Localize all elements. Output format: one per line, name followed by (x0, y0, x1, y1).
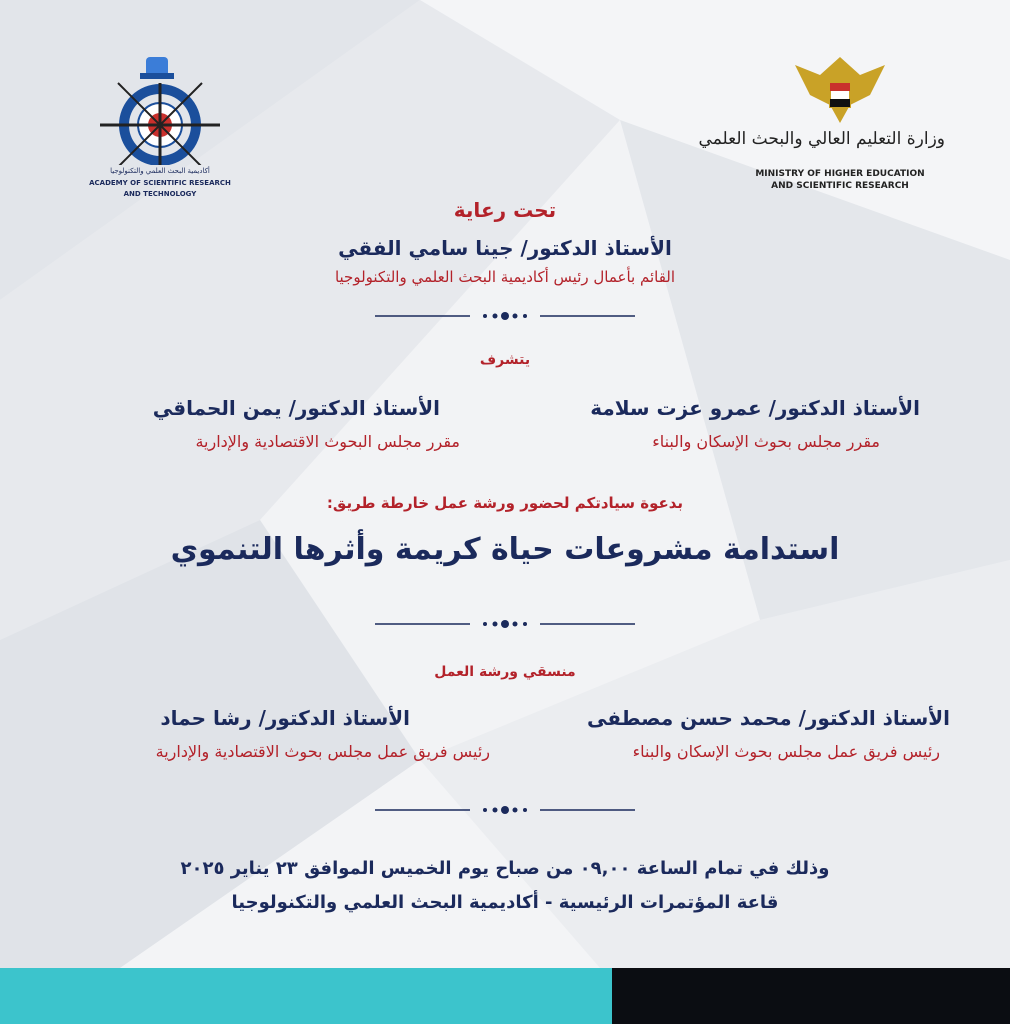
footer-bar-dark (612, 968, 1010, 1024)
invitation-intro: بدعوة سيادتكم لحضور ورشة عمل خارطة طريق: (326, 494, 684, 512)
honored-right-name: الأستاذ الدكتور/ عمرو عزت سلامة (590, 396, 920, 420)
honored-left-name: الأستاذ الدكتور/ يمن الحماقي (152, 396, 440, 420)
honored-right-title: مقرر مجلس بحوث الإسكان والبناء (652, 432, 880, 451)
coordinator-right-name: الأستاذ الدكتور/ محمد حسن مصطفى (587, 706, 950, 730)
event-datetime: وذلك في تمام الساعة ٠٩,٠٠ من صباح يوم الخميس الموافق ٢٣ يناير ٢٠٢٥ (180, 858, 830, 879)
coordinator-left-title: رئيس فريق عمل مجلس بحوث الاقتصادية والإدارية (155, 742, 490, 761)
academy-emblem-icon (80, 55, 240, 165)
ministry-name-en-1: MINISTRY OF HIGHER EDUCATION (755, 169, 925, 179)
ornament-divider (375, 310, 635, 322)
event-venue: قاعة المؤتمرات الرئيسية - أكاديمية البحث العلمي والتكنولوجيا (231, 892, 779, 913)
patronage-heading: تحت رعاية (453, 198, 557, 222)
academy-name-en-1: ACADEMY OF SCIENTIFIC RESEARCH (89, 179, 231, 187)
academy-name-en-2: AND TECHNOLOGY (123, 190, 197, 198)
academy-name-ar: أكاديمية البحث العلمي والتكنولوجيا (110, 167, 210, 175)
academy-logo (80, 55, 240, 215)
coordinators-heading: منسقي ورشة العمل (434, 664, 576, 680)
workshop-title: استدامة مشروعات حياة كريمة وأثرها التنموي (170, 532, 840, 567)
honored-heading: يتشرف (479, 352, 531, 368)
ministry-name-ar: وزارة التعليم العالي والبحث العلمي (698, 129, 945, 149)
coordinator-right-title: رئيس فريق عمل مجلس بحوث الإسكان والبناء (632, 742, 940, 761)
ornament-divider (375, 804, 635, 816)
patronage-name: الأستاذ الدكتور/ جينا سامي الفقي (338, 236, 672, 260)
coordinator-left-name: الأستاذ الدكتور/ رشا حماد (160, 706, 410, 730)
ornament-divider (375, 618, 635, 630)
footer-bar-teal (0, 968, 612, 1024)
patronage-title: القائم بأعمال رئيس أكاديمية البحث العلمي والتكنولوجيا (334, 268, 676, 286)
honored-left-title: مقرر مجلس البحوث الاقتصادية والإدارية (195, 432, 460, 451)
ministry-logo (698, 55, 945, 195)
eagle-emblem-icon (735, 55, 945, 125)
ministry-name-en-2: AND SCIENTIFIC RESEARCH (771, 181, 909, 191)
